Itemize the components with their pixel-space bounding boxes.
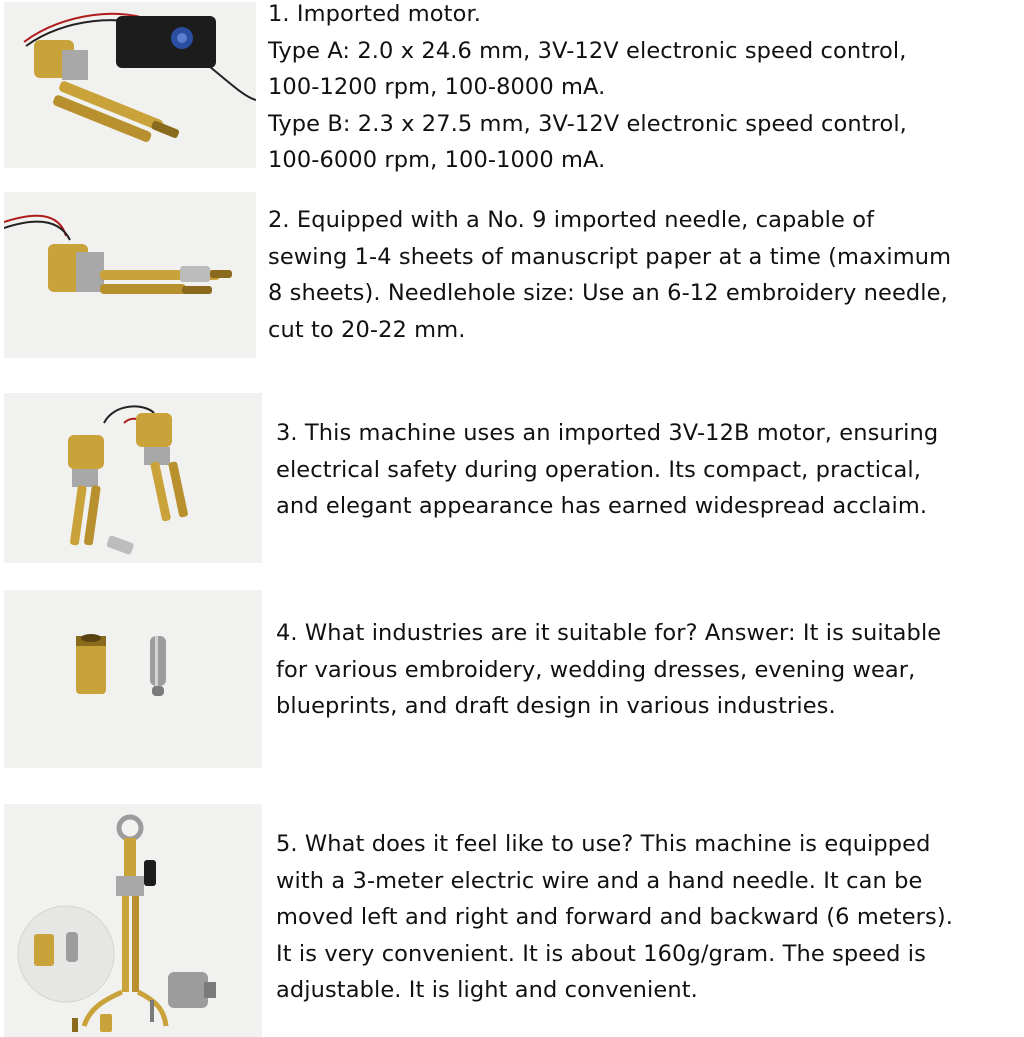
item-5-line-2: with a 3-meter electric wire and a hand needle. It can be (276, 867, 923, 894)
item-1-description (268, 0, 907, 179)
two-handpieces-photo (4, 393, 262, 563)
item-1-line-5: 100-6000 rpm, 100-1000 mA. (268, 147, 606, 173)
brass-nut-and-collet-photo (4, 590, 262, 768)
item-1-line-3: 100-1200 rpm, 100-8000 mA. (268, 74, 606, 100)
item-3-description (276, 415, 938, 525)
item-2-line-4: cut to 20-22 mm. (268, 316, 466, 343)
item-4-line-1: 4. What industries are it suitable for? Answer: It is suitable (276, 620, 942, 646)
item-5-line-5: adjustable. It is light and convenient. (276, 977, 698, 1003)
item-2-line-2: sewing 1-4 sheets of manuscript paper at a time (maximum (268, 243, 952, 270)
item-2-line-3: 8 sheets). Needlehole size: Use an 6-12 embroidery needle, (268, 280, 948, 306)
motor-with-speed-controller-photo (4, 2, 256, 168)
item-2-description (268, 202, 951, 348)
needle-handpiece-side-photo (4, 192, 256, 358)
item-5-line-4: It is very convenient. It is about 160g/gram. The speed is (276, 940, 926, 967)
item-4-description (276, 615, 941, 725)
item-5-line-3: moved left and right and forward and backward (6 meters). (276, 904, 953, 930)
item-4-line-3: blueprints, and draft design in various industries. (276, 693, 836, 719)
item-1-line-1: 1. Imported motor. (268, 1, 481, 27)
item-3-line-3: and elegant appearance has earned widespread acclaim. (276, 493, 928, 519)
item-2-line-1: 2. Equipped with a No. 9 imported needle, capable of (268, 207, 875, 233)
item-1-line-4: Type B: 2.3 x 27.5 mm, 3V-12V electronic speed control, (268, 110, 907, 137)
item-5-line-1: 5. What does it feel like to use? This machine is equipped (276, 831, 931, 857)
item-3-line-1: 3. This machine uses an imported 3V-12B motor, ensuring (276, 420, 939, 446)
disassembled-parts-photo (4, 804, 262, 1037)
item-5-description (276, 826, 953, 1009)
item-3-line-2: electrical safety during operation. Its compact, practical, (276, 456, 922, 483)
item-4-line-2: for various embroidery, wedding dresses, evening wear, (276, 656, 916, 683)
item-1-line-2: Type A: 2.0 x 24.6 mm, 3V-12V electronic speed control, (268, 37, 907, 64)
